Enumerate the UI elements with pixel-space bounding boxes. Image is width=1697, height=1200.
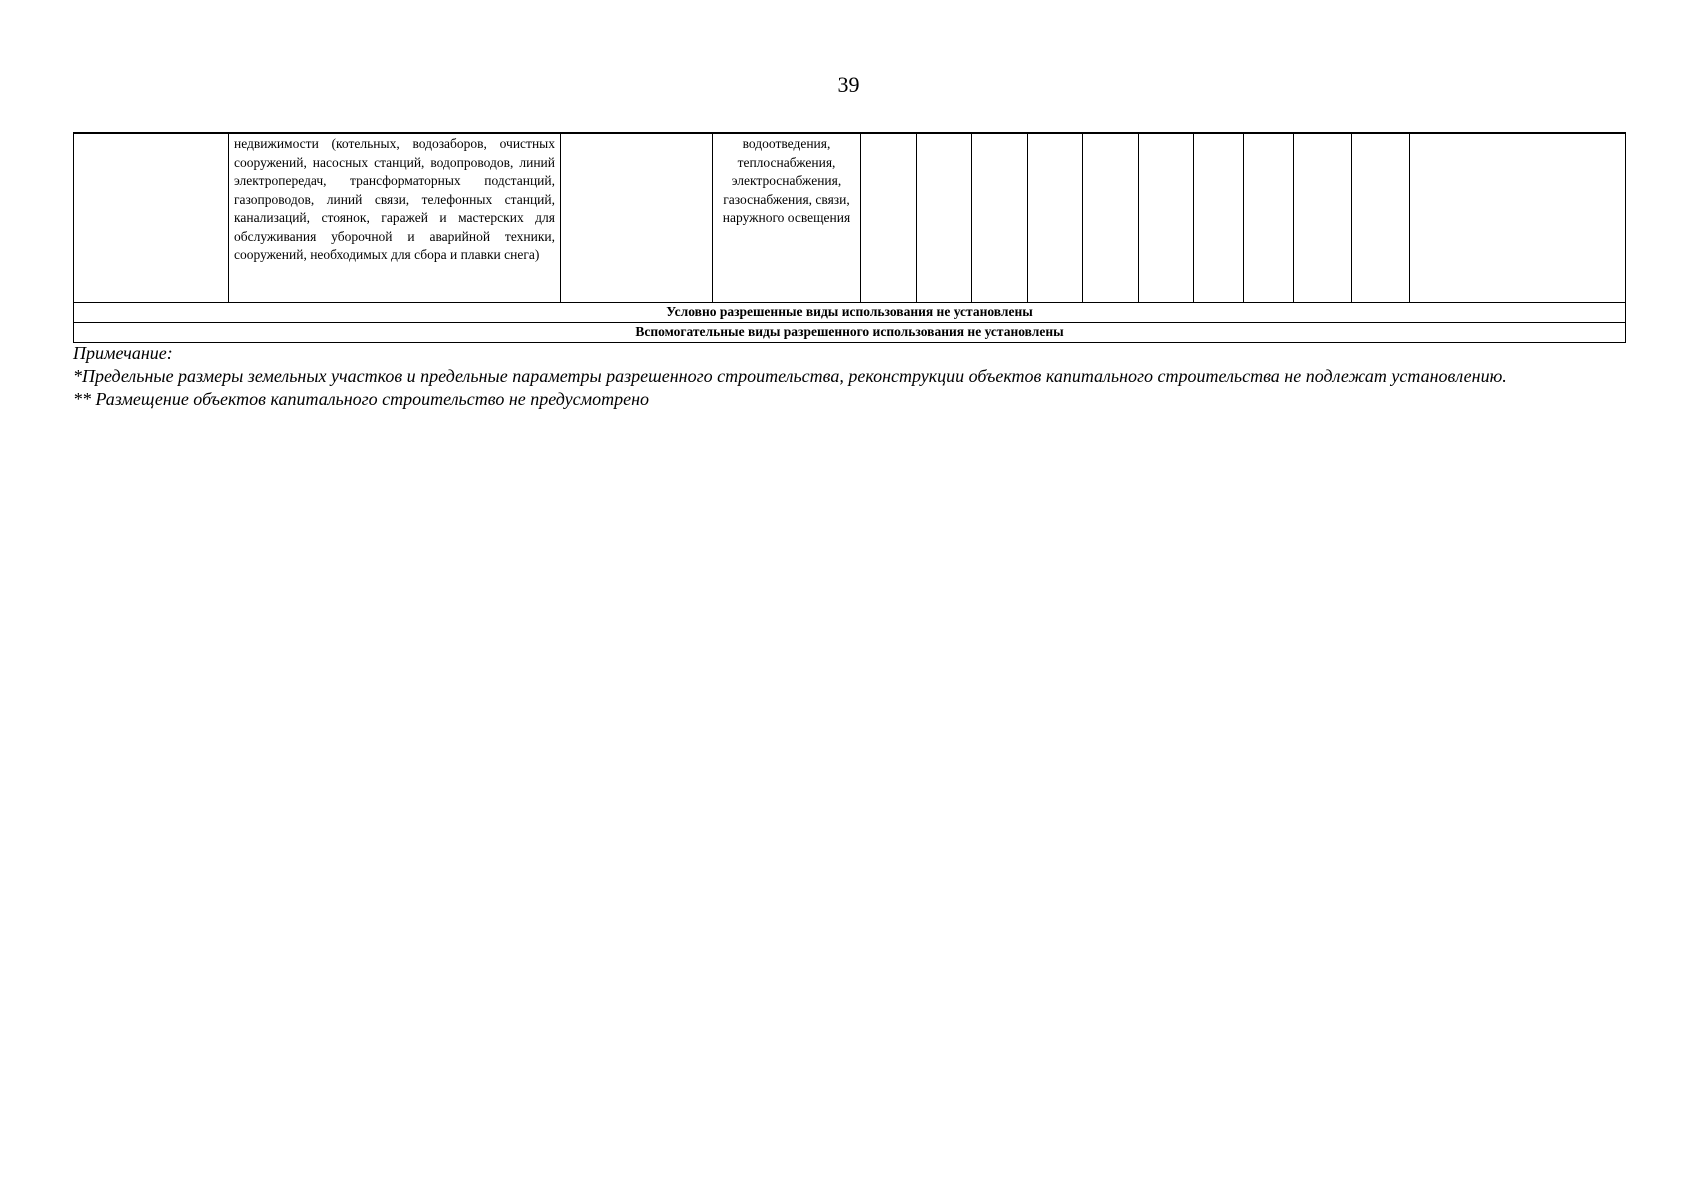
table-cell-empty [1194,133,1244,303]
conditional-uses-cell: Условно разрешенные виды использования не установлены [74,303,1626,323]
table-row [74,133,1626,303]
table-row-conditional-uses [74,303,1626,323]
zoning-table [73,132,1626,343]
table-row-auxiliary-uses [74,323,1626,343]
notes-block [73,342,1625,411]
table-cell-empty [1244,133,1294,303]
note-item: *Предельные размеры земельных участков и предельные параметры разрешенного строительства, реконструкции объектов капитального строительства не подлежат установлению. [73,366,1507,386]
notes-heading: Примечание: [73,343,173,363]
table-cell-empty [917,133,972,303]
table-cell-empty [972,133,1028,303]
auxiliary-uses-cell: Вспомогательные виды разрешенного использования не установлены [74,323,1626,343]
table-cell-description: недвижимости (котельных, водозаборов, очистных сооружений, насосных станций, водопроводов, линий электропередач, трансформаторных подстанций, газопроводов, линий связи, телефонных станций, канализаций, стоянок, гаражей и мастерских для обслуживания уборочной и аварийной техники, сооружений, необходимых для сбора и плавки снега) [229,133,561,303]
page-number: 39 [837,72,860,97]
table-cell-networks: водоотведения, теплоснабжения, электроснабжения, газоснабжения, связи, наружного освещения [713,133,861,303]
table-cell-empty [1410,133,1626,303]
table-cell-empty [861,133,917,303]
table-cell-empty [1028,133,1083,303]
table-cell-empty [561,133,713,303]
table-cell-empty [1294,133,1352,303]
table-cell-empty [1139,133,1194,303]
note-item: ** Размещение объектов капитального строительство не предусмотрено [73,389,650,409]
table-cell-empty [1352,133,1410,303]
table-cell-empty [1083,133,1139,303]
table-cell-empty [74,133,229,303]
